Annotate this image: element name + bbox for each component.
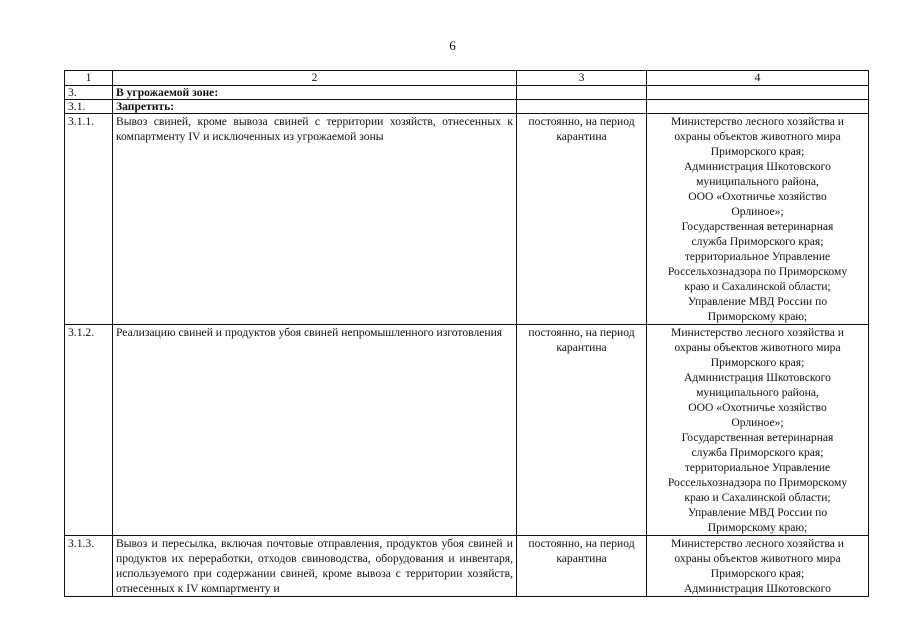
responsible-line: Управление МВД России по	[687, 295, 828, 308]
responsible-line: Приморского края;	[710, 356, 805, 369]
responsible-line: охраны объектов животного мира	[674, 341, 841, 354]
row-number: 3.1.1.	[65, 114, 113, 325]
section-title: В угрожаемой зоне:	[113, 86, 517, 100]
responsible-line: муниципального района,	[696, 175, 819, 188]
responsible-line: краю и Сахалинской области;	[684, 491, 831, 504]
responsible-line: Россельхознадзора по Приморскому	[667, 265, 848, 278]
header-cell-3: 3	[517, 71, 647, 86]
responsible-line: Министерство лесного хозяйства и	[671, 115, 844, 128]
responsible-line: Администрация Шкотовского	[684, 160, 831, 173]
table-row	[65, 536, 869, 597]
subsection-number: 3.1.	[65, 100, 113, 114]
measure-text: Вывоз свиней, кроме вывоза свиней с территории хозяйств, отнесенных к компартменту IV и исключенных из угрожаемой зоны	[113, 114, 517, 325]
responsible-line: Орлиное»;	[731, 416, 784, 429]
row-number: 3.1.2.	[65, 325, 113, 536]
responsible-line: Государственная ветеринарная	[681, 220, 834, 233]
table-header-row	[65, 71, 869, 86]
section-number: 3.	[65, 86, 113, 100]
table-row	[65, 325, 869, 536]
page-number: 6	[449, 38, 456, 53]
responsible-line: Государственная ветеринарная	[681, 431, 834, 444]
responsible-list	[647, 536, 869, 597]
responsible-line: служба Приморского края;	[691, 446, 824, 459]
responsible-list	[647, 114, 869, 325]
row-number: 3.1.3.	[65, 536, 113, 597]
responsible-line: охраны объектов животного мира	[674, 552, 841, 565]
responsible-line: Россельхознадзора по Приморскому	[667, 476, 848, 489]
deadline-text: постоянно, на период карантина	[517, 114, 647, 325]
responsible-line: Приморского края;	[710, 145, 805, 158]
subsection-empty-cell	[517, 100, 647, 114]
responsible-line: Министерство лесного хозяйства и	[671, 326, 844, 339]
responsible-line: Приморскому краю;	[707, 310, 808, 323]
responsible-line: Орлиное»;	[731, 205, 784, 218]
responsible-line: охраны объектов животного мира	[674, 130, 841, 143]
header-cell-1: 1	[65, 71, 113, 86]
responsible-line: Приморскому краю;	[707, 521, 808, 534]
responsible-line: Администрация Шкотовского	[684, 371, 831, 384]
responsible-line: Министерство лесного хозяйства и	[671, 537, 844, 550]
header-cell-4: 4	[647, 71, 869, 86]
responsible-line: Приморского края;	[710, 567, 805, 580]
responsible-line: Управление МВД России по	[687, 506, 828, 519]
subsection-row	[65, 100, 869, 114]
responsible-line: ООО «Охотничье хозяйство	[688, 401, 827, 414]
measure-text: Реализацию свиней и продуктов убоя свиней непромышленного изготовления	[113, 325, 517, 536]
deadline-text: постоянно, на период карантина	[517, 325, 647, 536]
responsible-line: муниципального района,	[696, 386, 819, 399]
subsection-title: Запретить:	[113, 100, 517, 114]
measures-table	[64, 70, 869, 597]
deadline-text: постоянно, на период карантина	[517, 536, 647, 597]
table-row	[65, 114, 869, 325]
responsible-line: ООО «Охотничье хозяйство	[688, 190, 827, 203]
responsible-line: служба Приморского края;	[691, 235, 824, 248]
measure-text: Вывоз и пересылка, включая почтовые отправления, продуктов убоя свиней и продуктов их переработки, отходов свиноводства, оборудования и инвентаря, используемого при содержании свиней, кроме вывоза с территории хозяйств, отнесенных к IV компартменту и	[113, 536, 517, 597]
section-row	[65, 86, 869, 100]
section-empty-cell	[647, 86, 869, 100]
responsible-line: краю и Сахалинской области;	[684, 280, 831, 293]
responsible-list	[647, 325, 869, 536]
responsible-line: территориальное Управление	[684, 250, 831, 263]
responsible-line: территориальное Управление	[684, 461, 831, 474]
section-empty-cell	[517, 86, 647, 100]
responsible-line: Администрация Шкотовского	[684, 582, 831, 595]
subsection-empty-cell	[647, 100, 869, 114]
header-cell-2: 2	[113, 71, 517, 86]
